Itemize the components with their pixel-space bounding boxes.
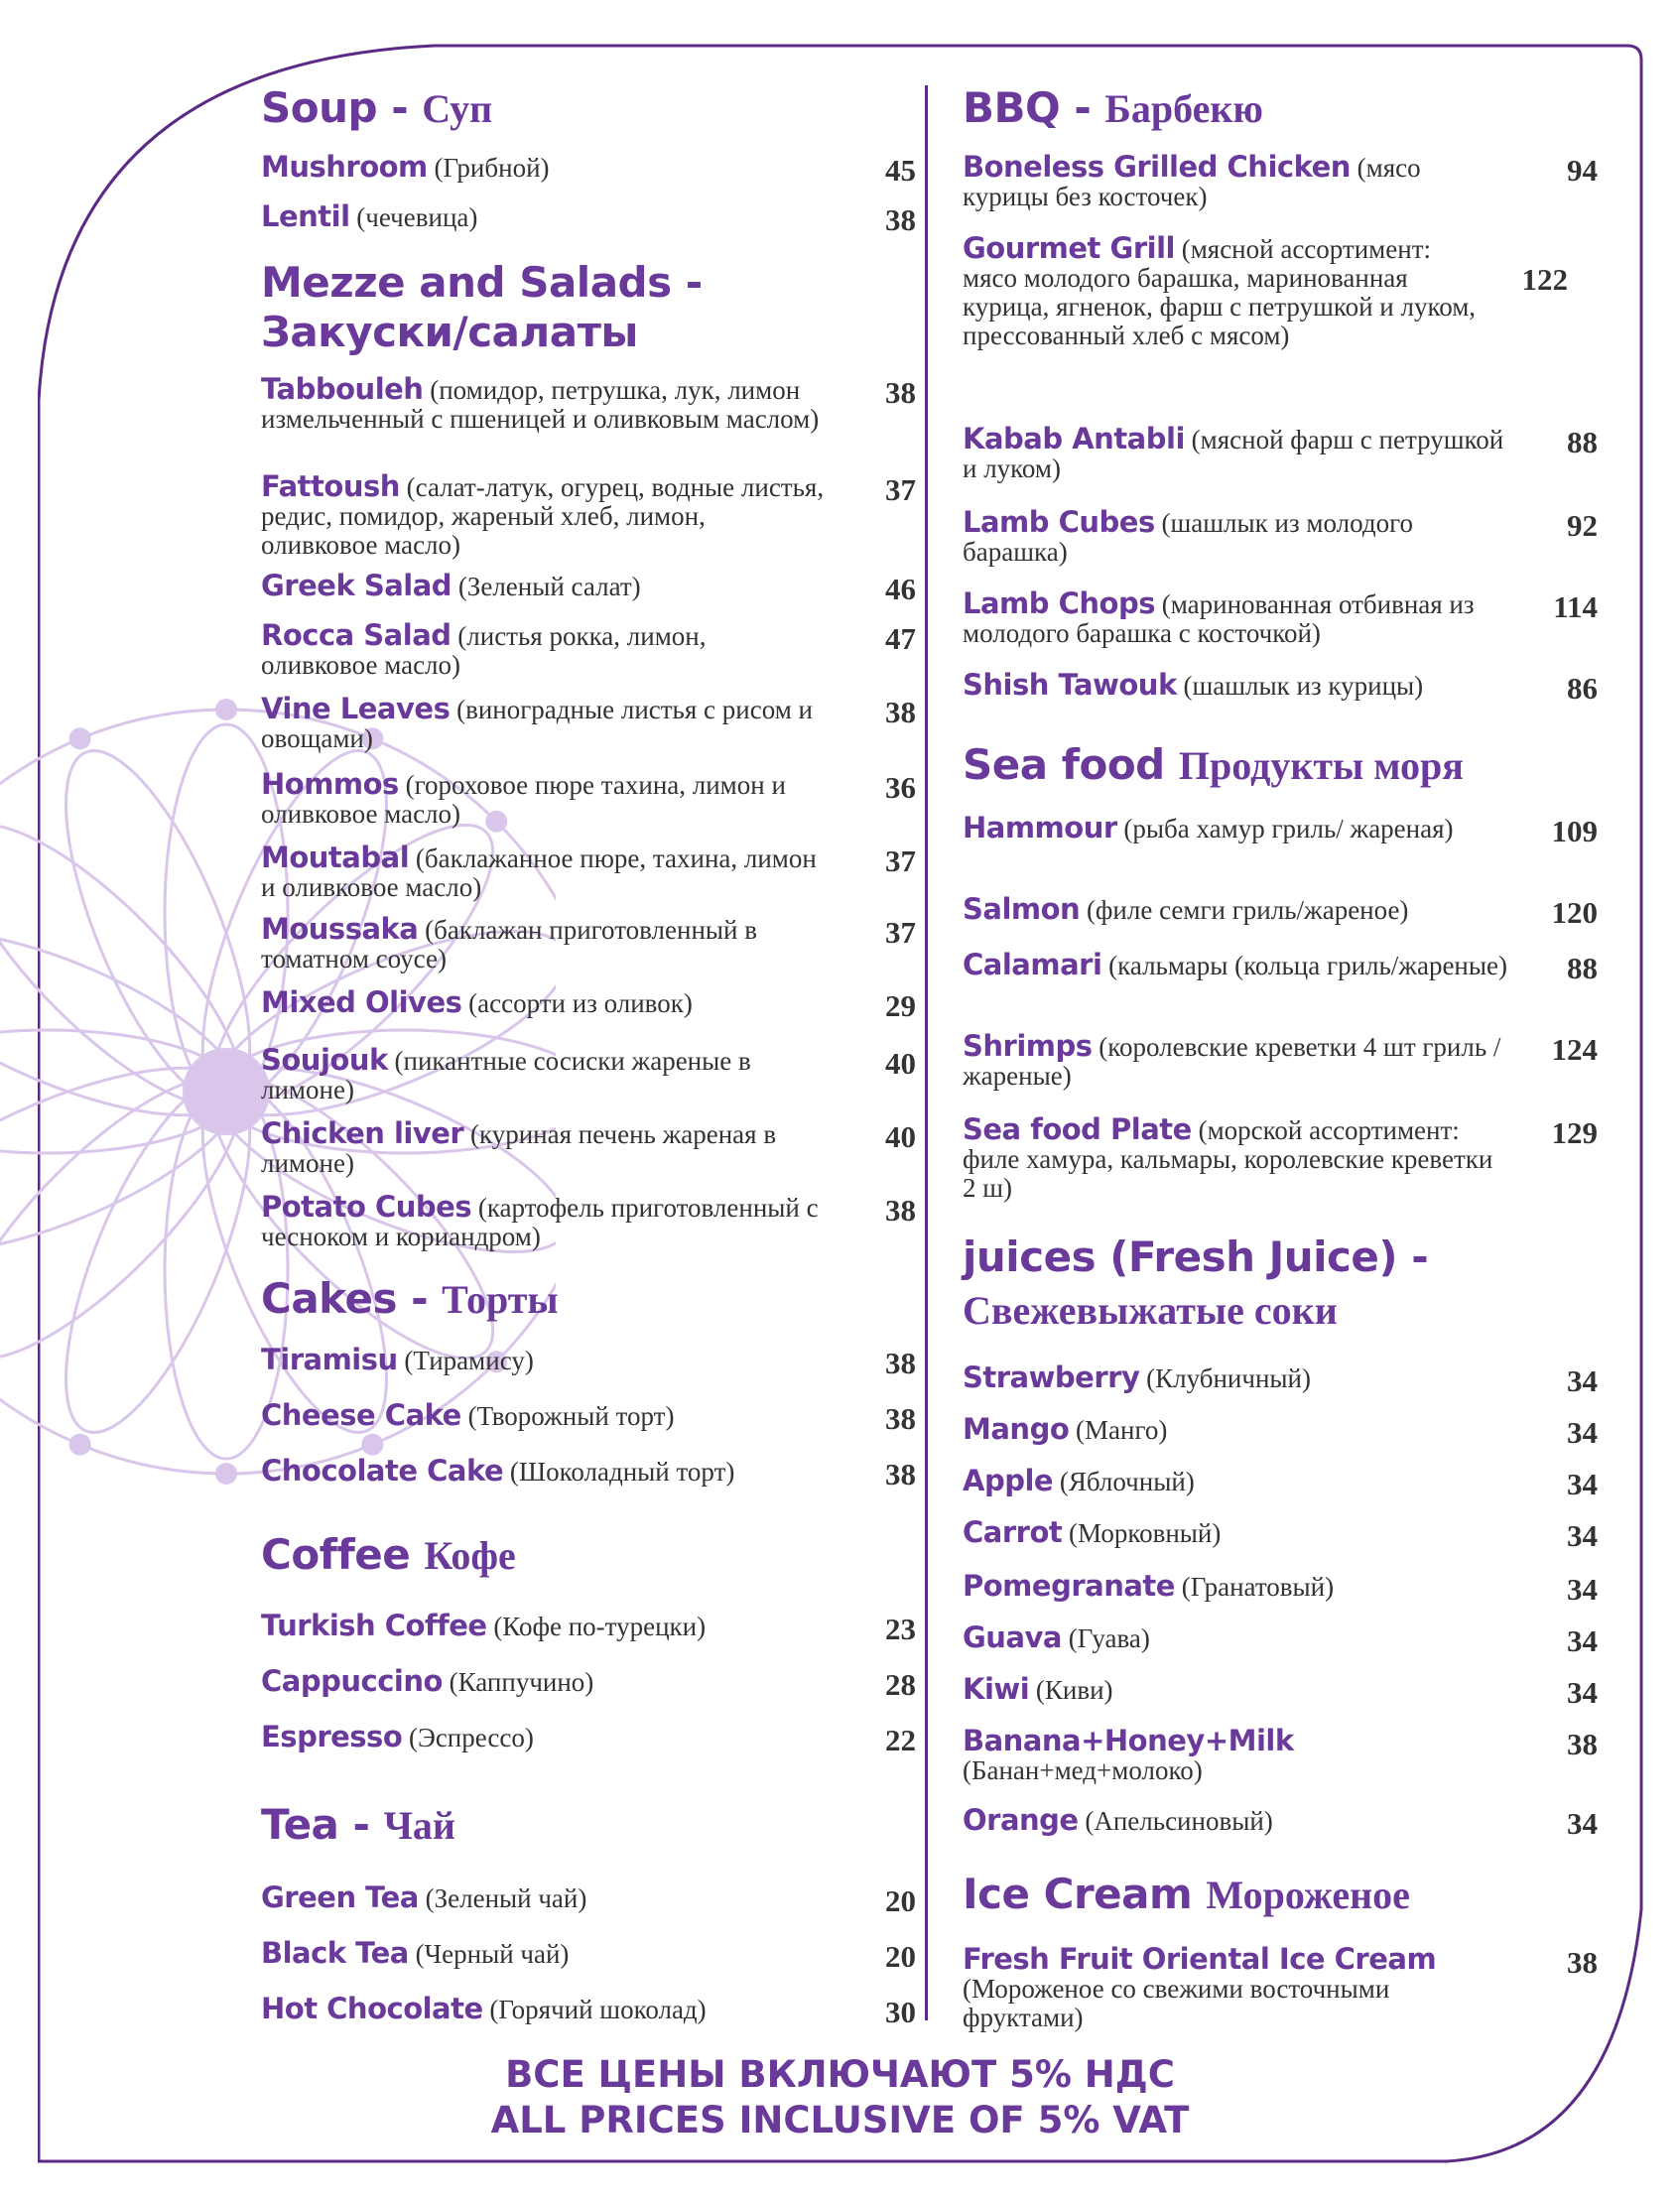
section-title-bbq: BBQ - Барбекю [963, 83, 1263, 132]
menu-item: Potato Cubes (картофель приготовленный с чесноком и кориандром) 38 [261, 1190, 916, 1251]
menu-item: Chicken liver (куриная печень жареная в лимоне) 40 [261, 1116, 916, 1178]
menu-item: Sea food Plate (морской ассортимент: филе хамура, кальмары, королевские креветки 2 ш) 129 [963, 1112, 1598, 1203]
menu-item: Rocca Salad (листья рокка, лимон, оливковое масло) 47 [261, 618, 916, 680]
menu-item: Tabbouleh (помидор, петрушка, лук, лимон измельченный с пшеницей и оливковым маслом) 38 [261, 372, 916, 434]
menu-item: Fresh Fruit Oriental Ice Cream (Мороженое со свежими восточными фруктами) 38 [963, 1942, 1598, 2032]
menu-item: Pomegranate (Гранатовый) 34 [963, 1569, 1598, 1607]
section-title-coffee: Coffee Кофе [261, 1530, 516, 1579]
section-title-icecream: Ice Cream Мороженое [963, 1870, 1410, 1918]
menu-item: Hot Chocolate (Горячий шоколад) 30 [261, 1992, 916, 2029]
menu-item: Cheese Cake (Творожный торт) 38 [261, 1398, 916, 1436]
menu-item: Soujouk (пикантные сосиски жареные в лимоне) 40 [261, 1043, 916, 1104]
menu-item: Kiwi (Киви) 34 [963, 1672, 1598, 1710]
flower-center [183, 1048, 270, 1135]
column-divider [925, 85, 928, 2020]
menu-item: Shrimps (королевские креветки 4 шт гриль / жареные) 124 [963, 1029, 1598, 1091]
menu-item: Mixed Olives (ассорти из оливок) 29 [261, 985, 916, 1023]
menu-item: Shish Tawouk (шашлык из курицы) 86 [963, 668, 1598, 706]
menu-item: Black Tea (Черный чай) 20 [261, 1936, 916, 1974]
menu-item: Tiramisu (Тирамису) 38 [261, 1343, 916, 1380]
menu-item: Calamari (кальмары (кольца гриль/жареные) 88 [963, 948, 1598, 985]
section-title-tea: Tea - Чай [261, 1800, 455, 1849]
menu-item: Apple (Яблочный) 34 [963, 1464, 1598, 1501]
menu-item: Turkish Coffee (Кофе по-турецки) 23 [261, 1609, 916, 1646]
section-title-soup: Soup - Суп [261, 83, 493, 132]
menu-item: Kabab Antabli (мясной фарш с петрушкой и луком) 88 [963, 422, 1598, 483]
menu-item: Strawberry (Клубничный) 34 [963, 1361, 1598, 1398]
menu-item: Hammour (рыба хамур гриль/ жареная) 109 [963, 811, 1598, 848]
menu-item: Moutabal (баклажанное пюре, тахина, лимон и оливковое масло) 37 [261, 841, 916, 902]
menu-item: Green Tea (Зеленый чай) 20 [261, 1880, 916, 1918]
vat-notice [0, 2052, 1680, 2143]
menu-item: Lamb Chops (маринованная отбивная из молодого барашка с косточкой) 114 [963, 586, 1598, 648]
menu-item: Hommos (гороховое пюре тахина, лимон и оливковое масло) 36 [261, 767, 916, 829]
menu-item: Orange (Апельсиновый) 34 [963, 1803, 1598, 1841]
menu-item: Greek Salad (Зеленый салат) 46 [261, 569, 916, 606]
menu-item: Fattoush (салат-латук, огурец, водные листья, редис, помидор, жареный хлеб, лимон, оливковое масло) 37 [261, 469, 916, 560]
menu-item: Lamb Cubes (шашлык из молодого барашка) 92 [963, 505, 1598, 567]
menu-item: Vine Leaves (виноградные листья с рисом и овощами) 38 [261, 692, 916, 753]
menu-item: Guava (Гуава) 34 [963, 1620, 1598, 1658]
menu-item: Lentil (чечевица) 38 [261, 199, 916, 237]
menu-item: Chocolate Cake (Шоколадный торт) 38 [261, 1454, 916, 1491]
section-title-cakes: Cakes - Торты [261, 1274, 559, 1323]
menu-item: Mango (Манго) 34 [963, 1412, 1598, 1450]
menu-item: Cappuccino (Каппучино) 28 [261, 1664, 916, 1702]
menu-item: Carrot (Морковный) 34 [963, 1515, 1598, 1553]
section-title-mezze: Mezze and Salads - Закуски/салаты [261, 258, 703, 356]
menu-item: Mushroom (Грибной) 45 [261, 150, 916, 188]
section-title-juices: juices (Fresh Juice) - Свежевыжатые соки [963, 1232, 1429, 1333]
section-title-seafood: Sea food Продукты моря [963, 740, 1464, 789]
menu-item: Moussaka (баклажан приготовленный в томатном соусе) 37 [261, 912, 916, 973]
menu-item: Boneless Grilled Chicken (мясо курицы без косточек) 94 [963, 150, 1598, 211]
menu-item: Banana+Honey+Milk (Банан+мед+молоко) 38 [963, 1724, 1598, 1785]
vat-notice-ru: ВСЕ ЦЕНЫ ВКЛЮЧАЮТ 5% НДС [505, 2053, 1175, 2096]
vat-notice-en: ALL PRICES INCLUSIVE OF 5% VAT [490, 2099, 1190, 2141]
menu-item: Gourmet Grill (мясной ассортимент: мясо молодого барашка, маринованная курица, ягненок, фарш с петрушкой и луком, прессованный хлеб с мясом) 122 [963, 231, 1568, 350]
menu-item: Espresso (Эспрессо) 22 [261, 1720, 916, 1757]
menu-item: Salmon (филе семги гриль/жареное) 120 [963, 892, 1598, 930]
